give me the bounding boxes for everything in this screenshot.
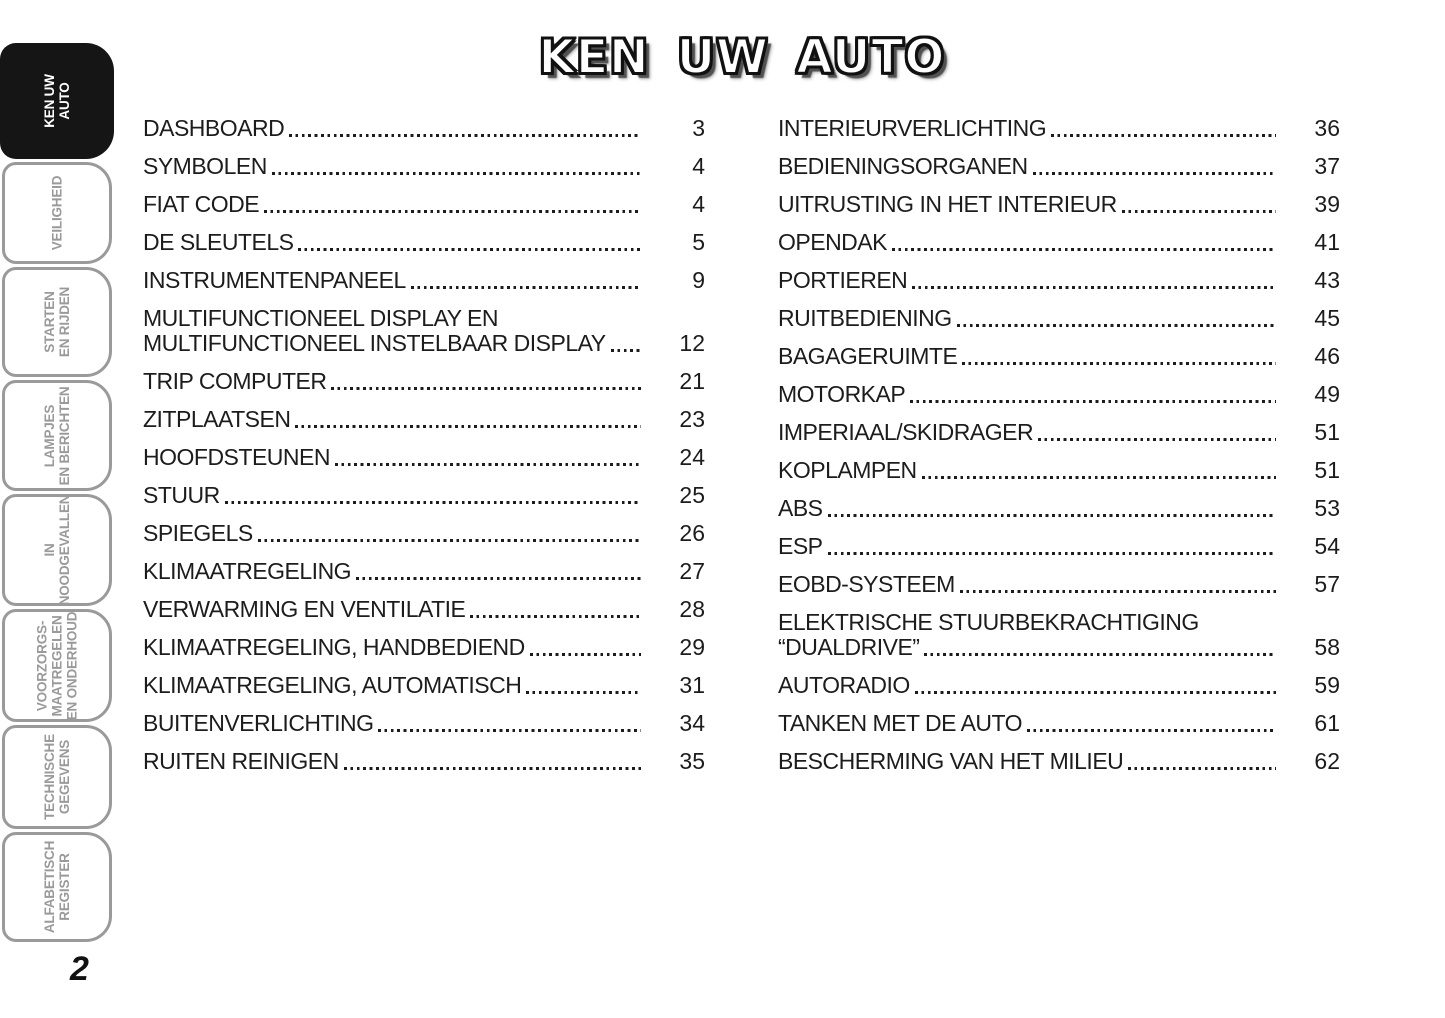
toc-entry-label: ESP bbox=[778, 533, 823, 559]
dot-leader bbox=[331, 387, 641, 390]
sidebar-tab-lampjes-en-berichten bbox=[2, 380, 112, 491]
toc-entry-page: 26 bbox=[679, 520, 705, 546]
toc-entry bbox=[778, 230, 1340, 255]
toc-entry-page: 41 bbox=[1314, 229, 1340, 255]
dot-leader bbox=[1051, 134, 1276, 137]
dot-leader bbox=[892, 248, 1276, 251]
toc-entry bbox=[143, 711, 705, 736]
toc-entry-row bbox=[778, 711, 1340, 736]
toc-entry-page: 45 bbox=[1314, 305, 1340, 331]
toc-entry-page: 62 bbox=[1314, 748, 1340, 774]
toc-entry-row bbox=[778, 344, 1340, 369]
toc-entry-row bbox=[778, 496, 1340, 521]
dot-leader bbox=[828, 514, 1276, 517]
toc-entry bbox=[143, 521, 705, 546]
toc-entry-page: 12 bbox=[679, 330, 705, 356]
toc-entry-row bbox=[778, 572, 1340, 597]
toc-entry-row bbox=[778, 116, 1340, 141]
sidebar-tab-label-line: VOORZORGS- bbox=[34, 620, 50, 711]
sidebar-tab-technische-gegevens bbox=[2, 725, 112, 829]
dot-leader bbox=[962, 362, 1276, 365]
toc-entry-page: 28 bbox=[679, 596, 705, 622]
toc-entry bbox=[143, 192, 705, 217]
dot-leader bbox=[924, 653, 1276, 656]
sidebar-tab-label-line: TECHNISCHE bbox=[42, 734, 57, 820]
sidebar-tab-label-line: VEILIGHEID bbox=[49, 175, 65, 251]
toc-entry-page: 51 bbox=[1314, 457, 1340, 483]
toc-entry bbox=[143, 559, 705, 584]
dot-leader bbox=[1122, 210, 1276, 213]
dot-leader bbox=[272, 172, 641, 175]
dot-leader bbox=[1128, 767, 1276, 770]
toc-entry-row bbox=[143, 559, 705, 584]
toc-column-right bbox=[778, 116, 1340, 787]
toc-entry-page: 21 bbox=[679, 368, 705, 394]
toc-entry-page: 24 bbox=[679, 444, 705, 470]
toc-entry bbox=[143, 483, 705, 508]
sidebar-tab-label bbox=[42, 495, 72, 606]
dot-leader bbox=[295, 425, 641, 428]
dot-leader bbox=[258, 539, 641, 542]
sidebar-tab-label-line: ALFABETISCH bbox=[42, 840, 57, 934]
toc-entry-label: ABS bbox=[778, 495, 823, 521]
sidebar-tab-label bbox=[42, 74, 72, 128]
dot-leader bbox=[344, 767, 641, 770]
dot-leader bbox=[526, 691, 641, 694]
toc-entry-page: 59 bbox=[1314, 672, 1340, 698]
sidebar-tab-starten-en-rijden bbox=[2, 267, 112, 377]
toc-entry bbox=[143, 749, 705, 774]
dot-leader bbox=[530, 653, 641, 656]
toc-entry bbox=[143, 369, 705, 394]
toc-entry-row bbox=[143, 711, 705, 736]
sidebar-thumb-tabs bbox=[0, 43, 118, 942]
sidebar-tab-label bbox=[42, 734, 72, 820]
toc-entry-page: 35 bbox=[679, 748, 705, 774]
dot-leader bbox=[912, 286, 1276, 289]
toc-column-left bbox=[143, 116, 705, 787]
toc-entry-label: TANKEN MET DE AUTO bbox=[778, 710, 1023, 736]
toc-entry-page: 29 bbox=[679, 634, 705, 660]
toc-entry-label: “DUALDRIVE” bbox=[778, 634, 920, 660]
sidebar-tab-label-line: REGISTER bbox=[57, 853, 72, 921]
toc-entry bbox=[143, 154, 705, 179]
toc-entry-label: RUITBEDIENING bbox=[778, 305, 952, 331]
table-of-contents bbox=[143, 116, 1341, 787]
toc-entry bbox=[778, 116, 1340, 141]
toc-entry-label: RUITEN REINIGEN bbox=[143, 748, 339, 774]
toc-entry-label: MOTORKAP bbox=[778, 381, 906, 407]
toc-entry bbox=[778, 154, 1340, 179]
toc-entry-label: BAGAGERUIMTE bbox=[778, 343, 958, 369]
dot-leader bbox=[470, 615, 641, 618]
toc-entry-page: 3 bbox=[692, 115, 705, 141]
toc-entry bbox=[143, 597, 705, 622]
sidebar-tab-label bbox=[42, 386, 72, 485]
toc-entry-label: AUTORADIO bbox=[778, 672, 910, 698]
toc-entry-label: MULTIFUNCTIONEEL INSTELBAAR DISPLAY bbox=[143, 330, 606, 356]
toc-entry-label: SYMBOLEN bbox=[143, 153, 267, 179]
toc-entry-label: VERWARMING EN VENTILATIE bbox=[143, 596, 466, 622]
toc-entry bbox=[778, 749, 1340, 774]
toc-entry-label: BESCHERMING VAN HET MILIEU bbox=[778, 748, 1124, 774]
toc-entry-label: EOBD-SYSTEEM bbox=[778, 571, 955, 597]
toc-entry-page: 43 bbox=[1314, 267, 1340, 293]
toc-entry bbox=[778, 572, 1340, 597]
toc-entry bbox=[143, 635, 705, 660]
dot-leader bbox=[957, 324, 1276, 327]
toc-entry bbox=[778, 306, 1340, 331]
dot-leader bbox=[915, 691, 1276, 694]
toc-entry-label: BEDIENINGSORGANEN bbox=[778, 153, 1028, 179]
toc-entry-label: SPIEGELS bbox=[143, 520, 253, 546]
sidebar-tab-label-line: MAATREGELEN bbox=[49, 614, 65, 717]
dot-leader bbox=[289, 134, 641, 137]
toc-entry-label: KLIMAATREGELING, HANDBEDIEND bbox=[143, 634, 525, 660]
toc-entry bbox=[778, 344, 1340, 369]
toc-entry-row bbox=[778, 749, 1340, 774]
toc-entry-row bbox=[143, 331, 705, 356]
toc-entry-label-line: MULTIFUNCTIONEEL DISPLAY EN bbox=[143, 305, 498, 331]
toc-entry bbox=[143, 230, 705, 255]
toc-entry-label: INTERIEURVERLICHTING bbox=[778, 115, 1047, 141]
toc-entry-page: 31 bbox=[679, 672, 705, 698]
toc-entry-row bbox=[778, 306, 1340, 331]
toc-entry-row bbox=[778, 635, 1340, 660]
toc-entry bbox=[143, 407, 705, 432]
sidebar-tab-label-line: KEN UW bbox=[42, 74, 57, 128]
toc-entry-row bbox=[778, 192, 1340, 217]
toc-entry-row bbox=[778, 458, 1340, 483]
toc-entry-label: FIAT CODE bbox=[143, 191, 260, 217]
toc-entry bbox=[143, 268, 705, 293]
toc-entry bbox=[778, 673, 1340, 698]
toc-entry-row bbox=[143, 154, 705, 179]
sidebar-tab-label bbox=[35, 611, 80, 720]
toc-entry-label: STUUR bbox=[143, 482, 220, 508]
dot-leader bbox=[960, 590, 1276, 593]
toc-entry-page: 34 bbox=[679, 710, 705, 736]
toc-entry-row bbox=[143, 445, 705, 470]
sidebar-tab-label-line: EN RIJDEN bbox=[57, 286, 72, 358]
sidebar-tab-label-line: EN BERICHTEN bbox=[57, 386, 72, 485]
toc-entry-page: 25 bbox=[679, 482, 705, 508]
toc-entry-label: KOPLAMPEN bbox=[778, 457, 917, 483]
toc-entry-row bbox=[143, 673, 705, 698]
toc-entry-page: 53 bbox=[1314, 495, 1340, 521]
dot-leader bbox=[411, 286, 641, 289]
sidebar-tab-label-line: NOODGEVALLEN bbox=[57, 494, 72, 606]
toc-entry-row bbox=[143, 268, 705, 293]
dot-leader bbox=[335, 463, 641, 466]
dot-leader bbox=[298, 248, 641, 251]
toc-entry bbox=[143, 445, 705, 470]
dot-leader bbox=[611, 349, 641, 352]
toc-entry-row bbox=[778, 268, 1340, 293]
sidebar-tab-voorzorgs-maatregelen-en-onderhoud bbox=[2, 609, 112, 722]
toc-entry-row bbox=[143, 597, 705, 622]
dot-leader bbox=[356, 577, 641, 580]
toc-entry bbox=[143, 673, 705, 698]
toc-entry-page: 4 bbox=[692, 153, 705, 179]
toc-entry-label: ZITPLAATSEN bbox=[143, 406, 291, 432]
toc-entry bbox=[778, 458, 1340, 483]
toc-entry-label: TRIP COMPUTER bbox=[143, 368, 327, 394]
page-title: KEN UW AUTO bbox=[538, 30, 946, 85]
toc-entry-label: IMPERIAAL/SKIDRAGER bbox=[778, 419, 1034, 445]
sidebar-tab-in-noodgevallen bbox=[2, 494, 112, 606]
toc-entry-page: 27 bbox=[679, 558, 705, 584]
toc-entry-page: 61 bbox=[1314, 710, 1340, 736]
sidebar-tab-veiligheid bbox=[2, 162, 112, 264]
toc-entry-label: OPENDAK bbox=[778, 229, 887, 255]
toc-entry-label: DE SLEUTELS bbox=[143, 229, 294, 255]
sidebar-tab-label-line: EN ONDERHOUD bbox=[64, 611, 80, 720]
toc-entry-row bbox=[143, 192, 705, 217]
sidebar-tab-label-line: STARTEN bbox=[42, 291, 57, 353]
toc-entry bbox=[778, 496, 1340, 521]
page-number: 2 bbox=[70, 950, 89, 988]
sidebar-tab-label-line: GEGEVENS bbox=[57, 739, 72, 815]
toc-entry bbox=[778, 192, 1340, 217]
toc-entry bbox=[778, 534, 1340, 559]
toc-entry-label-line: ELEKTRISCHE STUURBEKRACHTIGING bbox=[778, 609, 1199, 635]
toc-entry-row bbox=[143, 369, 705, 394]
dot-leader bbox=[378, 729, 641, 732]
toc-entry-row bbox=[778, 420, 1340, 445]
dot-leader bbox=[225, 501, 641, 504]
dot-leader bbox=[828, 552, 1276, 555]
toc-entry-label: UITRUSTING IN HET INTERIEUR bbox=[778, 191, 1117, 217]
toc-entry-page: 37 bbox=[1314, 153, 1340, 179]
dot-leader bbox=[1033, 172, 1276, 175]
toc-entry-page: 39 bbox=[1314, 191, 1340, 217]
toc-entry-page: 51 bbox=[1314, 419, 1340, 445]
page-content bbox=[143, 0, 1341, 787]
toc-entry-row bbox=[143, 521, 705, 546]
toc-entry-row bbox=[778, 673, 1340, 698]
dot-leader bbox=[1038, 438, 1276, 441]
toc-entry-row bbox=[143, 230, 705, 255]
toc-entry bbox=[778, 420, 1340, 445]
toc-entry-row bbox=[778, 534, 1340, 559]
dot-leader bbox=[910, 400, 1276, 403]
dot-leader bbox=[922, 476, 1276, 479]
sidebar-tab-alfabetisch-register bbox=[2, 832, 112, 942]
toc-entry-row bbox=[778, 230, 1340, 255]
toc-entry-page: 49 bbox=[1314, 381, 1340, 407]
sidebar-tab-label bbox=[50, 176, 65, 251]
toc-entry-label: DASHBOARD bbox=[143, 115, 285, 141]
toc-entry-page: 58 bbox=[1314, 634, 1340, 660]
toc-entry-label: INSTRUMENTENPANEEL bbox=[143, 267, 406, 293]
toc-entry bbox=[143, 116, 705, 141]
sidebar-tab-label-line: AUTO bbox=[57, 82, 72, 120]
toc-entry-row bbox=[143, 116, 705, 141]
toc-entry-row bbox=[778, 154, 1340, 179]
toc-entry-page: 9 bbox=[692, 267, 705, 293]
toc-entry bbox=[143, 306, 705, 356]
toc-entry-row bbox=[143, 635, 705, 660]
dot-leader bbox=[264, 210, 641, 213]
toc-entry-label: HOOFDSTEUNEN bbox=[143, 444, 330, 470]
toc-entry-page: 23 bbox=[679, 406, 705, 432]
toc-entry-label: PORTIEREN bbox=[778, 267, 908, 293]
toc-entry-row bbox=[143, 407, 705, 432]
toc-entry bbox=[778, 382, 1340, 407]
toc-entry-label: BUITENVERLICHTING bbox=[143, 710, 374, 736]
sidebar-tab-label-line: LAMPJES bbox=[42, 404, 57, 467]
toc-entry-row bbox=[143, 749, 705, 774]
toc-entry-page: 4 bbox=[692, 191, 705, 217]
sidebar-tab-ken-uw-auto bbox=[0, 43, 114, 159]
sidebar-tab-label bbox=[42, 287, 72, 357]
toc-entry-page: 46 bbox=[1314, 343, 1340, 369]
toc-entry-page: 36 bbox=[1314, 115, 1340, 141]
toc-entry-row bbox=[143, 483, 705, 508]
sidebar-tab-label bbox=[42, 841, 72, 933]
toc-entry bbox=[778, 268, 1340, 293]
dot-leader bbox=[1027, 729, 1276, 732]
toc-entry-label: KLIMAATREGELING, AUTOMATISCH bbox=[143, 672, 522, 698]
sidebar-tab-label-line: IN bbox=[42, 543, 57, 557]
toc-entry-page: 54 bbox=[1314, 533, 1340, 559]
toc-entry-page: 5 bbox=[692, 229, 705, 255]
toc-entry bbox=[778, 711, 1340, 736]
toc-entry bbox=[778, 610, 1340, 660]
toc-entry-page: 57 bbox=[1314, 571, 1340, 597]
toc-entry-label: KLIMAATREGELING bbox=[143, 558, 352, 584]
toc-entry-row bbox=[778, 382, 1340, 407]
